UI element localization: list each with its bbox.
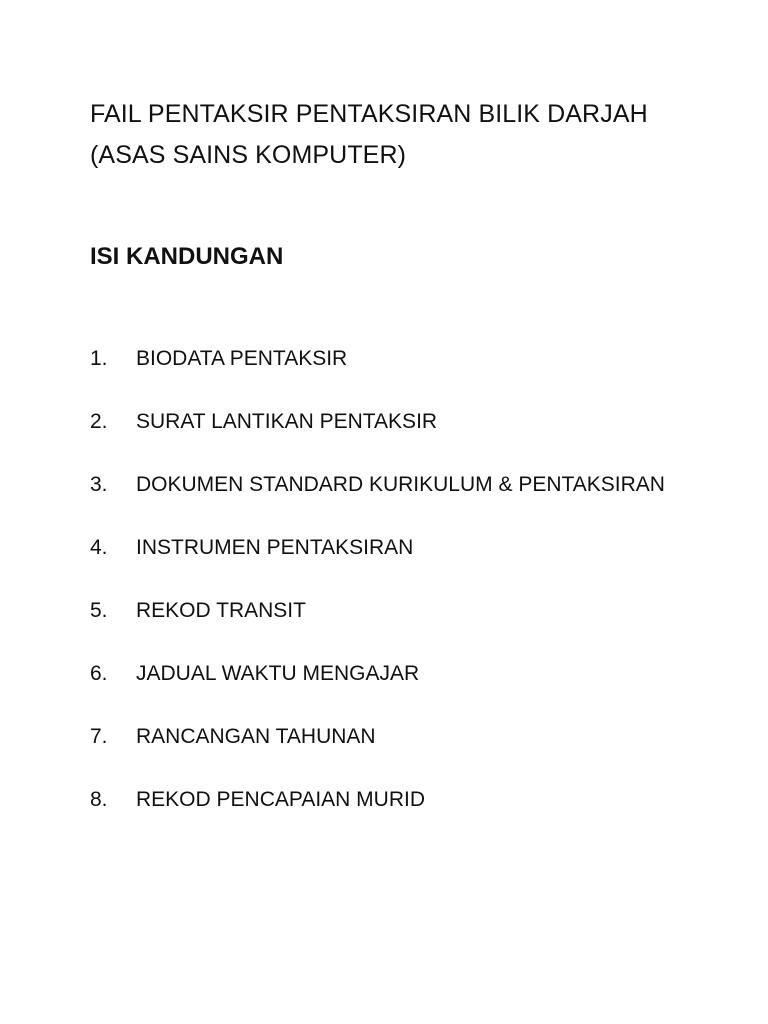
toc-item-label: DOKUMEN STANDARD KURIKULUM & PENTAKSIRAN: [136, 473, 665, 496]
toc-item-number: 5.: [90, 599, 108, 622]
toc-item: [90, 403, 730, 466]
toc-item-label: BIODATA PENTAKSIR: [136, 347, 348, 370]
toc-item-number: 4.: [90, 536, 108, 559]
document-subtitle-line: (ASAS SAINS KOMPUTER): [90, 141, 407, 169]
toc-item: [90, 718, 730, 781]
toc-item-label: REKOD PENCAPAIAN MURID: [136, 788, 425, 811]
table-of-contents: [90, 340, 730, 844]
toc-item-number: 8.: [90, 788, 108, 811]
toc-item: [90, 466, 730, 529]
toc-item-label: RANCANGAN TAHUNAN: [136, 725, 376, 748]
toc-item-label: JADUAL WAKTU MENGAJAR: [136, 662, 420, 685]
document-title-line: FAIL PENTAKSIR PENTAKSIRAN BILIK DARJAH: [90, 100, 648, 128]
contents-heading: ISI KANDUNGAN: [90, 243, 284, 270]
toc-item-number: 1.: [90, 347, 108, 370]
toc-item: [90, 781, 730, 844]
toc-item-label: REKOD TRANSIT: [136, 599, 306, 622]
toc-item: [90, 529, 730, 592]
toc-item: [90, 592, 730, 655]
toc-item-number: 3.: [90, 473, 108, 496]
toc-item-label: INSTRUMEN PENTAKSIRAN: [136, 536, 414, 559]
toc-item-number: 6.: [90, 662, 108, 685]
document-title: [90, 94, 730, 176]
toc-item-number: 2.: [90, 410, 108, 433]
toc-item-number: 7.: [90, 725, 108, 748]
toc-item: [90, 655, 730, 718]
toc-item-label: SURAT LANTIKAN PENTAKSIR: [136, 410, 438, 433]
toc-item: [90, 340, 730, 403]
